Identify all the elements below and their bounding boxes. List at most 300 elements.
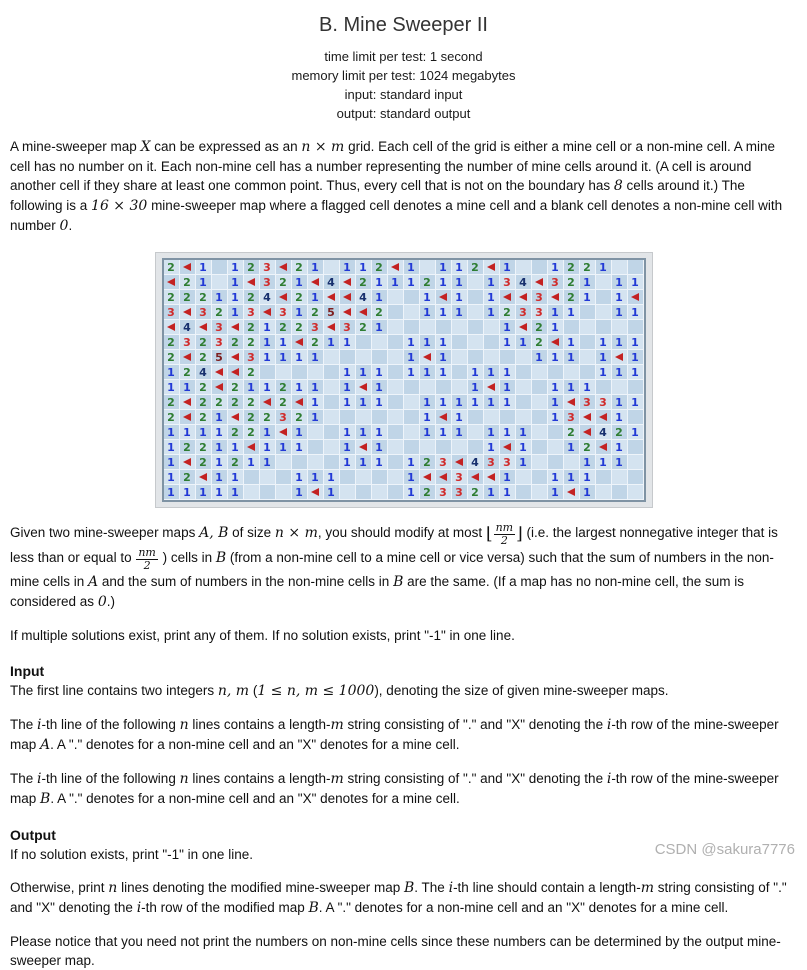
problem-title: B. Mine Sweeper II bbox=[319, 14, 488, 36]
board-cell bbox=[500, 440, 516, 455]
mine-flag-icon bbox=[199, 473, 207, 481]
board-cell bbox=[372, 485, 388, 500]
board-cell: 1 bbox=[372, 365, 388, 380]
board-cell: 2 bbox=[420, 485, 436, 500]
mine-flag-icon bbox=[343, 293, 351, 301]
board-cell: 1 bbox=[548, 305, 564, 320]
board-cell bbox=[388, 440, 404, 455]
board-cell: 3 bbox=[436, 455, 452, 470]
board-cell bbox=[548, 455, 564, 470]
board-cell bbox=[324, 290, 340, 305]
board-cell bbox=[580, 410, 596, 425]
mine-flag-icon bbox=[567, 488, 575, 496]
board-cell bbox=[404, 290, 420, 305]
board-cell: 1 bbox=[308, 350, 324, 365]
board-cell: 1 bbox=[452, 410, 468, 425]
mine-flag-icon bbox=[487, 383, 495, 391]
math-expression: A bbox=[88, 574, 99, 591]
board-cell bbox=[420, 350, 436, 365]
board-cell: 2 bbox=[228, 335, 244, 350]
board-cell: 3 bbox=[308, 320, 324, 335]
math-expression: n bbox=[179, 717, 189, 734]
board-cell: 2 bbox=[196, 350, 212, 365]
board-cell bbox=[324, 425, 340, 440]
board-cell: 2 bbox=[292, 260, 308, 275]
board-cell bbox=[340, 485, 356, 500]
board-cell: 3 bbox=[548, 275, 564, 290]
board-cell: 2 bbox=[228, 395, 244, 410]
board-cell bbox=[180, 410, 196, 425]
board-cell: 1 bbox=[292, 425, 308, 440]
board-cell: 1 bbox=[404, 455, 420, 470]
time-limit: time limit per test: 1 second bbox=[324, 49, 483, 64]
mine-flag-icon bbox=[359, 383, 367, 391]
mine-flag-icon bbox=[327, 323, 335, 331]
floor-bracket: ⌋ bbox=[516, 524, 523, 545]
board-cell bbox=[468, 440, 484, 455]
board-cell: 1 bbox=[292, 275, 308, 290]
board-cell: 1 bbox=[580, 485, 596, 500]
board-cell: 1 bbox=[596, 335, 612, 350]
mine-flag-icon bbox=[551, 293, 559, 301]
board-cell bbox=[388, 425, 404, 440]
board-cell bbox=[356, 350, 372, 365]
board-cell bbox=[500, 410, 516, 425]
board-cell: 1 bbox=[548, 350, 564, 365]
board-cell: 1 bbox=[596, 350, 612, 365]
mine-flag-icon bbox=[439, 473, 447, 481]
board-cell bbox=[564, 455, 580, 470]
mine-flag-icon bbox=[503, 293, 511, 301]
board-cell bbox=[628, 320, 644, 335]
board-cell bbox=[260, 395, 276, 410]
board-cell: 2 bbox=[164, 260, 180, 275]
board-cell bbox=[404, 425, 420, 440]
board-cell bbox=[420, 470, 436, 485]
board-cell: 1 bbox=[340, 395, 356, 410]
board-cell bbox=[532, 410, 548, 425]
board-cell bbox=[596, 440, 612, 455]
board-cell: 2 bbox=[372, 260, 388, 275]
board-cell bbox=[452, 365, 468, 380]
board-cell: 1 bbox=[628, 305, 644, 320]
board-cell bbox=[596, 470, 612, 485]
board-cell: 1 bbox=[484, 305, 500, 320]
board-cell: 1 bbox=[628, 335, 644, 350]
board-cell: 1 bbox=[516, 455, 532, 470]
mine-flag-icon bbox=[247, 443, 255, 451]
board-cell: 2 bbox=[468, 485, 484, 500]
board-cell bbox=[548, 290, 564, 305]
board-cell: 1 bbox=[340, 365, 356, 380]
board-cell: 2 bbox=[212, 305, 228, 320]
board-cell: 1 bbox=[292, 350, 308, 365]
board-cell: 1 bbox=[292, 440, 308, 455]
board-cell: 2 bbox=[180, 290, 196, 305]
board-cell: 1 bbox=[612, 305, 628, 320]
input-section-title: Input bbox=[10, 663, 45, 680]
board-cell bbox=[516, 350, 532, 365]
board-cell: 1 bbox=[212, 440, 228, 455]
board-cell: 3 bbox=[260, 260, 276, 275]
board-cell bbox=[164, 320, 180, 335]
board-cell: 1 bbox=[580, 470, 596, 485]
output-type: output: standard output bbox=[336, 106, 471, 121]
board-cell: 1 bbox=[340, 455, 356, 470]
board-cell: 1 bbox=[244, 455, 260, 470]
board-cell bbox=[420, 440, 436, 455]
board-cell: 1 bbox=[580, 290, 596, 305]
board-cell bbox=[372, 470, 388, 485]
board-cell bbox=[532, 440, 548, 455]
board-cell: 1 bbox=[564, 350, 580, 365]
board-cell: 1 bbox=[452, 425, 468, 440]
board-cell: 1 bbox=[516, 335, 532, 350]
board-cell bbox=[532, 395, 548, 410]
board-cell: 1 bbox=[548, 320, 564, 335]
board-cell bbox=[612, 470, 628, 485]
board-cell bbox=[516, 320, 532, 335]
math-expression: 0 bbox=[97, 594, 107, 611]
board-cell: 1 bbox=[340, 440, 356, 455]
board-cell: 2 bbox=[196, 380, 212, 395]
board-cell: 1 bbox=[484, 290, 500, 305]
board-cell: 1 bbox=[596, 455, 612, 470]
board-cell: 3 bbox=[452, 470, 468, 485]
board-cell bbox=[212, 260, 228, 275]
board-cell bbox=[180, 350, 196, 365]
board-cell: 1 bbox=[500, 365, 516, 380]
mine-flag-icon bbox=[199, 323, 207, 331]
math-expression: m bbox=[640, 880, 654, 897]
board-cell: 3 bbox=[500, 275, 516, 290]
board-cell bbox=[548, 335, 564, 350]
mine-flag-icon bbox=[391, 263, 399, 271]
board-cell: 2 bbox=[276, 395, 292, 410]
board-cell bbox=[516, 260, 532, 275]
board-cell bbox=[532, 380, 548, 395]
board-cell bbox=[260, 365, 276, 380]
board-cell: 1 bbox=[468, 365, 484, 380]
board-cell: 1 bbox=[548, 395, 564, 410]
mine-flag-icon bbox=[343, 278, 351, 286]
board-cell: 2 bbox=[468, 260, 484, 275]
board-cell: 4 bbox=[356, 290, 372, 305]
mine-flag-icon bbox=[183, 263, 191, 271]
board-cell: 1 bbox=[628, 425, 644, 440]
board-cell bbox=[180, 455, 196, 470]
math-expression: X bbox=[140, 139, 151, 155]
board-cell bbox=[612, 260, 628, 275]
board-cell bbox=[452, 440, 468, 455]
board-cell bbox=[404, 305, 420, 320]
board-cell: 1 bbox=[532, 350, 548, 365]
fraction: $\frac{nm}{2}$ bbox=[138, 546, 156, 573]
board-cell bbox=[580, 335, 596, 350]
board-cell: 2 bbox=[180, 365, 196, 380]
board-cell: 1 bbox=[196, 275, 212, 290]
board-cell bbox=[340, 290, 356, 305]
mine-flag-icon bbox=[583, 413, 591, 421]
math-expression: B bbox=[393, 574, 404, 591]
board-cell bbox=[532, 470, 548, 485]
board-cell: 1 bbox=[404, 365, 420, 380]
board-cell: 2 bbox=[564, 290, 580, 305]
board-cell: 1 bbox=[420, 335, 436, 350]
board-cell: 1 bbox=[628, 395, 644, 410]
board-cell bbox=[612, 485, 628, 500]
board-cell: 1 bbox=[484, 365, 500, 380]
board-cell: 1 bbox=[308, 260, 324, 275]
board-cell: 3 bbox=[452, 485, 468, 500]
board-cell bbox=[516, 365, 532, 380]
board-cell: 1 bbox=[452, 395, 468, 410]
math-expression: n × m bbox=[274, 525, 318, 542]
board-cell bbox=[356, 485, 372, 500]
board-cell bbox=[628, 470, 644, 485]
board-cell bbox=[308, 485, 324, 500]
board-cell bbox=[564, 485, 580, 500]
board-cell bbox=[628, 410, 644, 425]
board-cell: 1 bbox=[164, 470, 180, 485]
math-expression: A bbox=[40, 737, 51, 754]
memory-limit: memory limit per test: 1024 megabytes bbox=[291, 68, 516, 83]
board-cell: 1 bbox=[500, 320, 516, 335]
board-cell: 5 bbox=[324, 305, 340, 320]
board-cell: 1 bbox=[372, 275, 388, 290]
board-cell bbox=[324, 260, 340, 275]
board-cell bbox=[548, 365, 564, 380]
board-cell bbox=[484, 410, 500, 425]
math-expression: n bbox=[108, 880, 118, 897]
board-cell: 2 bbox=[164, 350, 180, 365]
board-cell: 2 bbox=[500, 305, 516, 320]
board-cell: 1 bbox=[260, 350, 276, 365]
board-cell: 1 bbox=[548, 410, 564, 425]
board-cell: 1 bbox=[308, 395, 324, 410]
board-cell: 2 bbox=[308, 305, 324, 320]
board-cell: 1 bbox=[244, 380, 260, 395]
board-cell bbox=[356, 410, 372, 425]
board-cell bbox=[372, 410, 388, 425]
board-cell: 1 bbox=[324, 485, 340, 500]
board-cell: 1 bbox=[228, 275, 244, 290]
board-cell bbox=[324, 365, 340, 380]
board-cell: 4 bbox=[196, 365, 212, 380]
board-cell: 1 bbox=[404, 470, 420, 485]
board-cell: 2 bbox=[244, 410, 260, 425]
board-cell bbox=[212, 275, 228, 290]
output-paragraph-3: Please notice that you need not print the numbers on non-mine cells since these numbers can be determined by the output mine-sweeper map. bbox=[10, 934, 781, 969]
board-cell: 1 bbox=[308, 290, 324, 305]
board-cell bbox=[468, 290, 484, 305]
board-cell: 1 bbox=[516, 440, 532, 455]
board-cell: 1 bbox=[356, 260, 372, 275]
board-cell: 1 bbox=[500, 470, 516, 485]
board-cell: 1 bbox=[228, 305, 244, 320]
input-type: input: standard input bbox=[344, 87, 463, 102]
board-cell: 1 bbox=[612, 455, 628, 470]
board-cell bbox=[596, 290, 612, 305]
board-cell bbox=[356, 470, 372, 485]
board-cell bbox=[436, 290, 452, 305]
board-cell: 1 bbox=[372, 455, 388, 470]
mine-flag-icon bbox=[487, 263, 495, 271]
board-cell: 1 bbox=[500, 260, 516, 275]
board-cell: 1 bbox=[468, 395, 484, 410]
board-cell bbox=[276, 425, 292, 440]
board-cell: 1 bbox=[452, 260, 468, 275]
statement-paragraph-3: If multiple solutions exist, print any of them. If no solution exists, print "-1" in one line. bbox=[10, 628, 515, 644]
mine-flag-icon bbox=[183, 398, 191, 406]
board-cell: 1 bbox=[500, 335, 516, 350]
board-cell: 1 bbox=[228, 440, 244, 455]
board-cell: 1 bbox=[548, 380, 564, 395]
board-cell: 1 bbox=[180, 485, 196, 500]
board-cell bbox=[580, 350, 596, 365]
board-cell bbox=[484, 320, 500, 335]
board-cell: 1 bbox=[612, 395, 628, 410]
board-cell: 4 bbox=[468, 455, 484, 470]
board-cell: 1 bbox=[260, 335, 276, 350]
board-cell: 1 bbox=[420, 290, 436, 305]
board-cell bbox=[548, 440, 564, 455]
board-cell bbox=[468, 410, 484, 425]
problem-meta bbox=[10, 47, 797, 123]
math-expression: m bbox=[330, 771, 344, 788]
board-cell bbox=[580, 365, 596, 380]
board-cell: 1 bbox=[164, 485, 180, 500]
board-cell: 1 bbox=[340, 335, 356, 350]
board-cell: 2 bbox=[564, 275, 580, 290]
mine-flag-icon bbox=[311, 488, 319, 496]
board-cell: 2 bbox=[180, 440, 196, 455]
board-cell: 1 bbox=[228, 485, 244, 500]
input-paragraph-1: The first line contains two integers n, m (1 ≤ n, m ≤ 1000), denoting the size of given mine-sweeper maps. bbox=[10, 683, 669, 700]
board-cell bbox=[628, 290, 644, 305]
board-cell: 1 bbox=[596, 260, 612, 275]
board-cell: 3 bbox=[180, 335, 196, 350]
board-cell bbox=[532, 275, 548, 290]
mine-flag-icon bbox=[423, 473, 431, 481]
board-cell bbox=[388, 260, 404, 275]
mine-flag-icon bbox=[599, 413, 607, 421]
board-cell: 1 bbox=[180, 380, 196, 395]
board-cell: 1 bbox=[612, 290, 628, 305]
board-cell: 1 bbox=[580, 380, 596, 395]
mine-flag-icon bbox=[599, 443, 607, 451]
board-cell bbox=[420, 380, 436, 395]
mine-flag-icon bbox=[327, 293, 335, 301]
mine-flag-icon bbox=[263, 308, 271, 316]
board-cell bbox=[308, 425, 324, 440]
math-expression: i bbox=[37, 717, 42, 734]
board-cell bbox=[212, 365, 228, 380]
board-cell: 3 bbox=[212, 335, 228, 350]
board-cell bbox=[628, 380, 644, 395]
board-cell bbox=[276, 290, 292, 305]
board-cell: 2 bbox=[244, 335, 260, 350]
board-cell: 1 bbox=[628, 275, 644, 290]
board-cell: 2 bbox=[228, 455, 244, 470]
board-cell: 3 bbox=[484, 455, 500, 470]
board-cell bbox=[212, 380, 228, 395]
board-cell bbox=[356, 440, 372, 455]
board-cell bbox=[340, 305, 356, 320]
board-cell: 1 bbox=[548, 260, 564, 275]
floor-bracket: ⌊ bbox=[485, 524, 493, 545]
math-expression: i bbox=[136, 900, 142, 917]
board-cell: 1 bbox=[164, 425, 180, 440]
mine-flag-icon bbox=[359, 443, 367, 451]
board-cell bbox=[388, 350, 404, 365]
board-cell bbox=[596, 275, 612, 290]
board-cell bbox=[292, 455, 308, 470]
board-cell: 1 bbox=[548, 485, 564, 500]
board-cell: 1 bbox=[308, 380, 324, 395]
board-cell bbox=[260, 470, 276, 485]
board-cell bbox=[436, 440, 452, 455]
board-cell: 2 bbox=[164, 395, 180, 410]
board-cell bbox=[468, 305, 484, 320]
board-cell: 2 bbox=[244, 395, 260, 410]
board-cell bbox=[564, 395, 580, 410]
mine-flag-icon bbox=[247, 278, 255, 286]
mine-flag-icon bbox=[183, 458, 191, 466]
math-expression: n bbox=[179, 771, 189, 788]
board-cell: 1 bbox=[260, 425, 276, 440]
board-cell bbox=[324, 455, 340, 470]
board-cell: 3 bbox=[276, 305, 292, 320]
board-cell bbox=[564, 365, 580, 380]
board-cell: 1 bbox=[228, 290, 244, 305]
board-cell: 1 bbox=[308, 410, 324, 425]
board-cell bbox=[388, 455, 404, 470]
mine-flag-icon bbox=[567, 398, 575, 406]
board-cell: 2 bbox=[532, 320, 548, 335]
board-cell: 2 bbox=[180, 470, 196, 485]
board-cell bbox=[452, 455, 468, 470]
board-cell bbox=[420, 260, 436, 275]
board-cell: 4 bbox=[260, 290, 276, 305]
board-cell: 1 bbox=[276, 440, 292, 455]
board-cell: 1 bbox=[356, 425, 372, 440]
board-cell: 1 bbox=[628, 365, 644, 380]
board-cell bbox=[404, 410, 420, 425]
board-cell: 2 bbox=[372, 305, 388, 320]
board-cell: 1 bbox=[292, 380, 308, 395]
board-cell bbox=[404, 440, 420, 455]
board-cell bbox=[388, 470, 404, 485]
board-cell bbox=[612, 320, 628, 335]
board-cell bbox=[292, 365, 308, 380]
board-cell: 1 bbox=[452, 275, 468, 290]
board-cell bbox=[484, 470, 500, 485]
board-cell bbox=[388, 365, 404, 380]
board-cell bbox=[436, 470, 452, 485]
board-cell: 2 bbox=[164, 290, 180, 305]
board-cell: 2 bbox=[308, 335, 324, 350]
board-cell: 2 bbox=[244, 260, 260, 275]
board-cell: 2 bbox=[180, 275, 196, 290]
board-cell: 1 bbox=[196, 425, 212, 440]
board-cell: 1 bbox=[356, 395, 372, 410]
board-cell bbox=[484, 380, 500, 395]
board-cell bbox=[340, 410, 356, 425]
mine-flag-icon bbox=[343, 308, 351, 316]
mine-flag-icon bbox=[503, 443, 511, 451]
math-expression: i bbox=[606, 771, 612, 788]
